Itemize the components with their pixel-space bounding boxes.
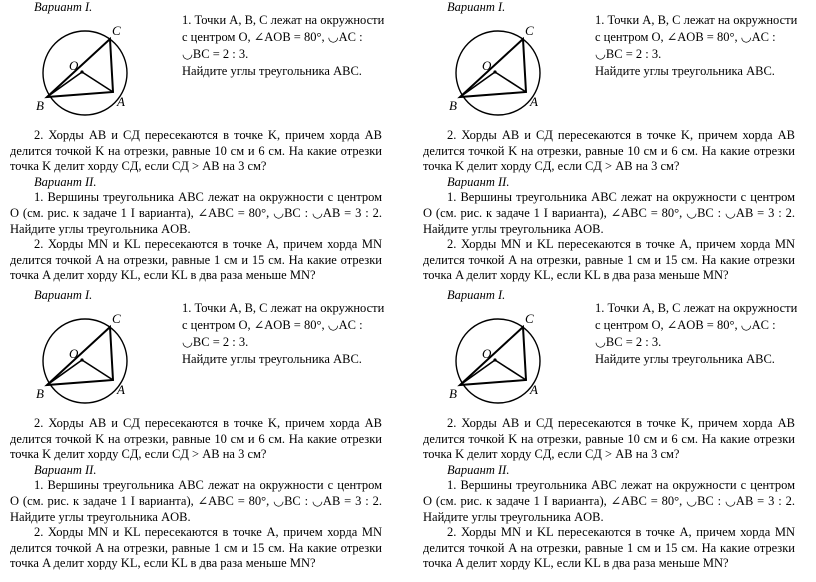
tasks-block	[10, 128, 382, 284]
task-1-variant-1: 1. Точки A, B, C лежат на окружности с центром O, ∠AOB = 80°, ◡AC : ◡BC = 2 : 3. Найдите углы треугольника ABC.	[182, 13, 385, 78]
task-1-variant-2: 1. Вершины треугольника ABC лежат на окружности с центром O (см. рис. к задаче 1 I варианта), ∠ABC = 80°, ◡BC : ◡AB = 3 : 2. Найдите углы треугольника AOB.	[10, 478, 382, 524]
label-a: A	[117, 94, 125, 109]
label-o: O	[69, 346, 79, 361]
label-c: C	[112, 311, 121, 326]
label-o: O	[482, 346, 492, 361]
label-c: C	[525, 23, 534, 38]
variant-1-heading: Вариант I.	[447, 0, 506, 14]
variant-2-heading: Вариант II.	[447, 462, 510, 477]
label-o: O	[69, 58, 79, 73]
label-c: C	[112, 23, 121, 38]
task-1-variant-2: 1. Вершины треугольника ABC лежат на окружности с центром O (см. рис. к задаче 1 I варианта), ∠ABC = 80°, ◡BC : ◡AB = 3 : 2. Найдите углы треугольника AOB.	[423, 190, 795, 236]
tasks-block	[423, 128, 795, 284]
label-b: B	[449, 98, 457, 113]
task-2-variant-2: 2. Хорды MN и KL пересекаются в точке A, причем хорда MN делится точкой A на отрезки, равные 1 см и 15 см. На какие отрезки точка A делит хорду KL, если KL в два раза меньше MN?	[10, 525, 382, 571]
task-1-variant-1: 1. Точки A, B, C лежат на окружности с центром O, ∠AOB = 80°, ◡AC : ◡BC = 2 : 3. Найдите углы треугольника ABC.	[182, 301, 385, 366]
task-2-variant-2: 2. Хорды MN и KL пересекаются в точке A, причем хорда MN делится точкой A на отрезки, равные 1 см и 15 см. На какие отрезки точка A делит хорду KL, если KL в два раза меньше MN?	[423, 525, 795, 571]
variant-2-heading: Вариант II.	[34, 174, 97, 189]
task-1-variant-2: 1. Вершины треугольника ABC лежат на окружности с центром O (см. рис. к задаче 1 I варианта), ∠ABC = 80°, ◡BC : ◡AB = 3 : 2. Найдите углы треугольника AOB.	[10, 190, 382, 236]
variant-2-heading: Вариант II.	[34, 462, 97, 477]
tasks-block	[10, 416, 382, 572]
task-2-variant-2: 2. Хорды MN и KL пересекаются в точке A, причем хорда MN делится точкой A на отрезки, равные 1 см и 15 см. На какие отрезки точка A делит хорду KL, если KL в два раза меньше MN?	[10, 237, 382, 283]
label-a: A	[117, 382, 125, 397]
variant-2-heading: Вариант II.	[447, 174, 510, 189]
task-2-variant-1: 2. Хорды AB и CД пересекаются в точке K, причем хорда AB делится точкой K на отрезки, равные 10 см и 6 см. На какие отрезки точка K делит хорду CД, если CД > AB на 3 см?	[423, 416, 795, 462]
circle-triangle-figure	[438, 18, 558, 118]
circle-triangle-figure	[25, 18, 145, 118]
circle-triangle-figure	[25, 306, 145, 406]
label-b: B	[36, 98, 44, 113]
circle-triangle-figure	[438, 306, 558, 406]
label-a: A	[530, 94, 538, 109]
label-c: C	[525, 311, 534, 326]
task-2-variant-1: 2. Хорды AB и CД пересекаются в точке K, причем хорда AB делится точкой K на отрезки, равные 10 см и 6 см. На какие отрезки точка K делит хорду CД, если CД > AB на 3 см?	[423, 128, 795, 174]
tasks-block	[423, 416, 795, 572]
task-2-variant-1: 2. Хорды AB и CД пересекаются в точке K, причем хорда AB делится точкой K на отрезки, равные 10 см и 6 см. На какие отрезки точка K делит хорду CД, если CД > AB на 3 см?	[10, 128, 382, 174]
variant-1-heading: Вариант I.	[34, 0, 93, 14]
variant-1-heading: Вариант I.	[447, 288, 506, 302]
task-2-variant-2: 2. Хорды MN и KL пересекаются в точке A, причем хорда MN делится точкой A на отрезки, равные 1 см и 15 см. На какие отрезки точка A делит хорду KL, если KL в два раза меньше MN?	[423, 237, 795, 283]
task-2-variant-1: 2. Хорды AB и CД пересекаются в точке K, причем хорда AB делится точкой K на отрезки, равные 10 см и 6 см. На какие отрезки точка K делит хорду CД, если CД > AB на 3 см?	[10, 416, 382, 462]
worksheet-copy-4	[423, 288, 803, 578]
worksheet-copy-1	[10, 0, 390, 290]
task-1-variant-2: 1. Вершины треугольника ABC лежат на окружности с центром O (см. рис. к задаче 1 I варианта), ∠ABC = 80°, ◡BC : ◡AB = 3 : 2. Найдите углы треугольника AOB.	[423, 478, 795, 524]
label-b: B	[36, 386, 44, 401]
task-1-variant-1: 1. Точки A, B, C лежат на окружности с центром O, ∠AOB = 80°, ◡AC : ◡BC = 2 : 3. Найдите углы треугольника ABC.	[595, 13, 798, 78]
label-b: B	[449, 386, 457, 401]
task-1-variant-1: 1. Точки A, B, C лежат на окружности с центром O, ∠AOB = 80°, ◡AC : ◡BC = 2 : 3. Найдите углы треугольника ABC.	[595, 301, 798, 366]
label-o: O	[482, 58, 492, 73]
variant-1-heading: Вариант I.	[34, 288, 93, 302]
label-a: A	[530, 382, 538, 397]
worksheet-copy-2	[423, 0, 803, 290]
worksheet-copy-3	[10, 288, 390, 578]
